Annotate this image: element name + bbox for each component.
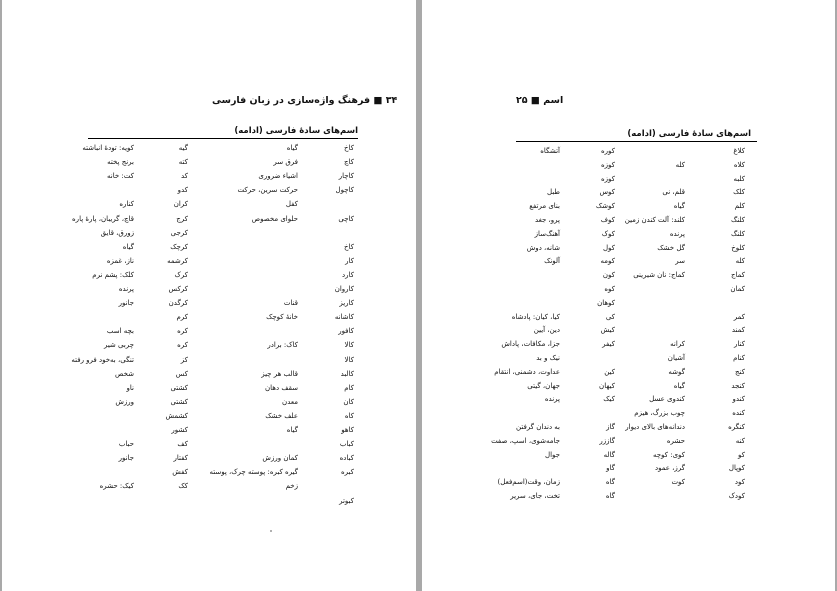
entry-word: گیه bbox=[178, 144, 188, 152]
entry-meaning: جزا، مکافات، پاداش bbox=[501, 340, 560, 349]
entry-meaning: کرانه bbox=[670, 340, 685, 349]
entry-meaning: جوال bbox=[545, 450, 560, 459]
entry-row bbox=[422, 380, 835, 392]
entry-word: کافور bbox=[338, 327, 354, 336]
entry-word: کوره bbox=[601, 147, 615, 155]
entry-row bbox=[422, 311, 835, 323]
entry-row bbox=[422, 283, 835, 295]
entry-meaning: آهنگ‌ساز bbox=[534, 229, 560, 238]
entry-word: کاهو bbox=[341, 426, 354, 434]
entry-row bbox=[422, 297, 835, 309]
entry-meaning: دندانه‌های بالای دیوار bbox=[625, 423, 685, 431]
entry-word: کران bbox=[173, 200, 188, 209]
entry-row bbox=[422, 324, 835, 336]
entry-row bbox=[2, 466, 416, 478]
entry-meaning: زمان، وقت(اسم‌فعل) bbox=[497, 478, 560, 487]
entry-meaning: شخص bbox=[115, 369, 134, 378]
entry-meaning: کناره bbox=[119, 200, 134, 209]
entry-row bbox=[2, 410, 416, 422]
entry-row bbox=[422, 255, 835, 267]
entry-row bbox=[2, 184, 416, 196]
entry-word: کوف bbox=[600, 216, 615, 224]
entry-meaning: علف خشک bbox=[265, 411, 298, 420]
entry-meaning: حرکت سرین، حرکت bbox=[237, 186, 298, 195]
entry-row bbox=[2, 495, 416, 507]
entry-row bbox=[422, 407, 835, 419]
entry-word: کرکس bbox=[168, 285, 188, 293]
entry-meaning: چربی شیر bbox=[103, 341, 134, 350]
entry-word: کنه bbox=[735, 436, 745, 445]
entry-row bbox=[422, 159, 835, 171]
entry-meaning: حباب bbox=[118, 440, 134, 449]
entry-row bbox=[2, 213, 416, 225]
entry-meaning: کوی: کوچه bbox=[652, 450, 685, 459]
entry-word: کشمش bbox=[165, 411, 188, 420]
entry-word: کاخ bbox=[344, 242, 354, 251]
entry-word: کوپال bbox=[728, 464, 745, 473]
entry-row bbox=[422, 186, 835, 198]
entry-word: کیک bbox=[603, 395, 615, 404]
entry-word: کباب bbox=[339, 440, 354, 449]
entry-row bbox=[2, 255, 416, 267]
entry-row bbox=[422, 366, 835, 378]
entry-word: کرک bbox=[174, 270, 188, 279]
entry-row bbox=[2, 424, 416, 436]
entry-meaning: به دندان گرفتن bbox=[516, 423, 560, 431]
entry-row bbox=[2, 269, 416, 281]
entry-row bbox=[422, 242, 835, 254]
entry-word: کته bbox=[178, 158, 188, 167]
entry-row bbox=[2, 480, 416, 492]
entry-meaning: تخت، جای، سریر bbox=[510, 492, 560, 500]
entry-meaning: کیک: حشره bbox=[99, 482, 134, 491]
entry-word: کوک bbox=[601, 229, 615, 238]
entry-word: کیش bbox=[600, 326, 615, 335]
entry-meaning: جهان، گیتی bbox=[527, 381, 560, 390]
entry-meaning: حشره bbox=[666, 436, 685, 445]
entry-word: کشور bbox=[171, 426, 188, 434]
entry-meaning: پرنده bbox=[669, 229, 685, 238]
entry-meaning: گوشه bbox=[668, 367, 685, 376]
entry-word: کرچک bbox=[170, 242, 188, 251]
entry-row bbox=[422, 173, 835, 185]
entry-word: کوه bbox=[604, 285, 615, 293]
entry-word: کین bbox=[604, 367, 615, 376]
entry-row bbox=[2, 452, 416, 464]
entry-word: کاریز bbox=[339, 299, 354, 308]
entry-word: کول bbox=[602, 243, 615, 252]
entry-meaning: گیاه bbox=[673, 381, 685, 390]
entry-word: کز bbox=[180, 355, 188, 364]
entry-word: کنام bbox=[733, 354, 745, 362]
entry-meaning: کیا، کیان: پادشاه bbox=[511, 312, 560, 321]
entry-word: گاه bbox=[605, 478, 615, 487]
entry-word: کام bbox=[344, 383, 354, 392]
entry-meaning: کله bbox=[675, 160, 685, 169]
entry-word: کالا bbox=[344, 341, 354, 350]
entry-meaning: کلند: آلت کندن زمین bbox=[624, 216, 685, 224]
entry-word: کلاه bbox=[733, 160, 745, 169]
entry-meaning: برنج پخته bbox=[107, 158, 134, 167]
entry-word: کبره bbox=[341, 468, 354, 477]
entry-word: کلم bbox=[734, 202, 745, 211]
entry-word: کماج bbox=[730, 271, 745, 280]
entry-word: کالبد bbox=[340, 369, 354, 378]
entry-row bbox=[2, 354, 416, 366]
entry-word: کلبه bbox=[733, 174, 745, 183]
entry-word: کلنگ bbox=[730, 216, 745, 224]
entry-word: کالا bbox=[344, 355, 354, 364]
scan-speck bbox=[270, 530, 272, 532]
entry-word: کنگره bbox=[728, 423, 745, 431]
entry-meaning: گیاه bbox=[122, 242, 134, 251]
entry-row bbox=[422, 338, 835, 350]
entry-word: کس bbox=[175, 369, 188, 378]
entry-row bbox=[2, 283, 416, 295]
entry-word: کدو bbox=[177, 186, 188, 195]
entry-meaning: بچه اسب bbox=[106, 327, 134, 336]
entry-word: کاخ bbox=[344, 144, 354, 152]
entry-row bbox=[2, 297, 416, 309]
entry-meaning: حلوای مخصوص bbox=[251, 214, 298, 223]
entry-word: کنده bbox=[732, 409, 745, 418]
entry-meaning: طبل bbox=[547, 188, 560, 197]
entry-word: کنج bbox=[735, 367, 745, 376]
entry-meaning: گل خشک bbox=[657, 243, 685, 252]
entry-row bbox=[422, 421, 835, 433]
entry-row bbox=[2, 142, 416, 154]
entry-meaning: زورق، قایق bbox=[100, 228, 134, 237]
entry-row bbox=[422, 269, 835, 281]
entry-meaning: گیره کبره: پوسته چرک، پوسته bbox=[209, 468, 298, 477]
entry-word: کمر bbox=[733, 312, 745, 321]
entry-meaning: نیک و بد bbox=[536, 354, 560, 362]
entry-word: کفتار bbox=[173, 454, 188, 463]
entry-meaning: گیاه bbox=[286, 426, 298, 434]
entry-word: گاززر bbox=[599, 436, 615, 445]
entry-meaning: قالب هر چیز bbox=[261, 369, 298, 378]
entry-meaning: آلونک bbox=[544, 257, 560, 266]
entry-meaning: کوت bbox=[671, 478, 685, 487]
entry-word: کوزه bbox=[601, 160, 615, 169]
entry-meaning: آشیان bbox=[667, 354, 685, 362]
entry-meaning: دین، آیین bbox=[533, 326, 560, 335]
entry-word: کی bbox=[605, 312, 615, 321]
entry-row bbox=[422, 435, 835, 447]
entry-word: کود bbox=[734, 478, 745, 487]
entry-word: کار bbox=[345, 256, 354, 265]
entry-row bbox=[2, 368, 416, 380]
entry-row bbox=[422, 476, 835, 488]
entry-meaning: گرز، عمود bbox=[654, 464, 685, 473]
entry-meaning: ورزش bbox=[115, 397, 134, 406]
entry-row bbox=[422, 462, 835, 474]
entry-word: کاچار bbox=[338, 172, 354, 181]
entry-word: کرگدن bbox=[168, 299, 188, 308]
entry-meaning: زخم bbox=[285, 482, 298, 491]
entry-word: گاز bbox=[606, 423, 615, 431]
entry-word: کودک bbox=[728, 492, 745, 500]
section-title: اسم‌های سادهٔ فارسی (ادامه) bbox=[627, 129, 751, 139]
entry-meaning: پرنده bbox=[544, 395, 560, 404]
entry-meaning: اشیاء ضروری bbox=[258, 172, 298, 181]
entry-meaning: معدن bbox=[282, 397, 298, 406]
left-page bbox=[2, 0, 416, 591]
entry-word: کلنگ bbox=[730, 229, 745, 238]
entry-word: کمند bbox=[731, 326, 745, 335]
entry-word: کفش bbox=[172, 468, 188, 477]
entry-meaning: کلک: پشم نرم bbox=[92, 270, 134, 279]
entry-row bbox=[2, 396, 416, 408]
entry-word: کوهان bbox=[597, 298, 615, 307]
entry-row bbox=[2, 311, 416, 323]
entry-meaning: جامه‌شوی، اسپ، صفت bbox=[491, 436, 560, 445]
running-head: اسم ■ ۲۵ bbox=[516, 95, 564, 106]
entry-word: کان bbox=[343, 397, 354, 406]
entry-word: کلاغ bbox=[733, 147, 745, 155]
entry-row bbox=[2, 438, 416, 450]
entry-row bbox=[422, 145, 835, 157]
entry-word: کوس bbox=[599, 188, 615, 197]
entry-meaning: سقف دهان bbox=[265, 383, 298, 392]
entry-meaning: کت: خانه bbox=[107, 172, 134, 181]
title-rule bbox=[88, 138, 358, 139]
entry-word: کف bbox=[177, 440, 188, 449]
entry-meaning: پرو، جغد bbox=[534, 216, 560, 224]
entry-row bbox=[422, 449, 835, 461]
entry-meaning: شانه، دوش bbox=[526, 243, 560, 252]
entry-meaning: چوب بزرگ، هیزم bbox=[634, 409, 685, 418]
entry-meaning: کمان ورزش bbox=[262, 454, 298, 463]
entry-meaning: بنای مرتفع bbox=[529, 202, 560, 211]
entry-meaning: آتشگاه bbox=[540, 147, 560, 155]
entry-word: کون bbox=[602, 271, 615, 280]
entry-row bbox=[422, 228, 835, 240]
entry-row bbox=[2, 156, 416, 168]
title-rule bbox=[516, 141, 757, 142]
entry-meaning: پرنده bbox=[118, 285, 134, 293]
entry-word: کو bbox=[738, 450, 745, 459]
entry-row bbox=[2, 325, 416, 337]
entry-word: کلک bbox=[733, 188, 745, 197]
entry-word: کره bbox=[177, 327, 188, 336]
entry-word: کاچول bbox=[335, 186, 354, 195]
entry-meaning: عداوت، دشمنی، انتقام bbox=[494, 367, 560, 376]
entry-row bbox=[422, 393, 835, 405]
entry-word: کوشک bbox=[595, 202, 615, 211]
entry-word: کمان bbox=[730, 285, 745, 293]
entry-meaning: خانهٔ کوچک bbox=[266, 313, 298, 322]
entry-meaning: فرق سر bbox=[273, 158, 298, 167]
entry-word: کشتی bbox=[170, 397, 188, 406]
entry-row bbox=[2, 198, 416, 210]
entry-meaning: کاک: برادر bbox=[267, 341, 298, 350]
entry-word: کبوتر bbox=[339, 496, 354, 505]
entry-word: کره bbox=[177, 341, 188, 350]
entry-row bbox=[422, 200, 835, 212]
entry-word: گاه bbox=[605, 492, 615, 500]
entry-word: کرشمه bbox=[167, 256, 188, 265]
entry-row bbox=[2, 241, 416, 253]
entry-meaning: قلم، نی bbox=[662, 188, 685, 197]
section-title: اسم‌های سادهٔ فارسی (ادامه) bbox=[234, 126, 358, 136]
right-page bbox=[422, 0, 835, 591]
entry-word: کاروان bbox=[334, 285, 354, 293]
entry-row bbox=[2, 339, 416, 351]
entry-row bbox=[422, 352, 835, 364]
entry-meaning: ناز، غمزه bbox=[106, 256, 134, 265]
entry-word: کباده bbox=[339, 454, 354, 463]
entry-meaning: کفل bbox=[285, 200, 298, 209]
entry-word: گاله bbox=[603, 450, 615, 459]
entry-meaning: تنگی، به‌خود فرو رفته bbox=[71, 355, 134, 364]
entry-word: کلوخ bbox=[731, 243, 745, 252]
entry-meaning: کویه: تودهٔ انباشته bbox=[82, 144, 134, 152]
entry-meaning: قنات bbox=[283, 299, 298, 308]
entry-word: کرج bbox=[176, 214, 188, 223]
entry-word: کیفر bbox=[602, 340, 615, 349]
entry-word: کندو bbox=[732, 395, 745, 404]
entry-word: کک bbox=[178, 482, 188, 491]
entry-meaning: ناو bbox=[126, 383, 134, 392]
entry-word: کنجد bbox=[731, 381, 745, 390]
entry-word: کوزه bbox=[601, 174, 615, 183]
entry-meaning: گیاه bbox=[673, 202, 685, 211]
entry-meaning: گیاه bbox=[286, 144, 298, 152]
entry-word: گاو bbox=[606, 464, 615, 473]
entry-word: کله bbox=[735, 257, 745, 266]
entry-word: کاشانه bbox=[334, 313, 354, 322]
entry-row bbox=[2, 227, 416, 239]
entry-row bbox=[422, 490, 835, 502]
entry-word: کارد bbox=[342, 270, 354, 279]
running-head: ۳۴ ■ فرهنگ واژه‌سازی در زبان فارسی bbox=[212, 95, 398, 106]
entry-word: کرم bbox=[176, 313, 188, 322]
entry-word: کد bbox=[180, 172, 188, 181]
entry-word: کنار bbox=[734, 340, 745, 349]
entry-meaning: کماج: نان شیرینی bbox=[633, 271, 685, 280]
entry-meaning: قاچ، گریبان، پارهٔ پاره bbox=[72, 214, 134, 223]
entry-word: کومه bbox=[600, 257, 615, 266]
entry-word: کرجی bbox=[170, 228, 188, 237]
entry-word: کاچی bbox=[338, 214, 354, 223]
entry-meaning: جانور bbox=[118, 299, 134, 308]
entry-row bbox=[2, 382, 416, 394]
entry-row bbox=[422, 214, 835, 226]
entry-meaning: سر bbox=[675, 257, 685, 266]
entry-word: کاه bbox=[344, 411, 354, 420]
entry-word: کشتی bbox=[170, 383, 188, 392]
entry-meaning: کندوی عسل bbox=[649, 395, 685, 404]
entry-word: کاچ bbox=[344, 158, 354, 167]
entry-meaning: جانور bbox=[118, 454, 134, 463]
entry-row bbox=[2, 170, 416, 182]
entry-word: کیهان bbox=[599, 381, 615, 390]
